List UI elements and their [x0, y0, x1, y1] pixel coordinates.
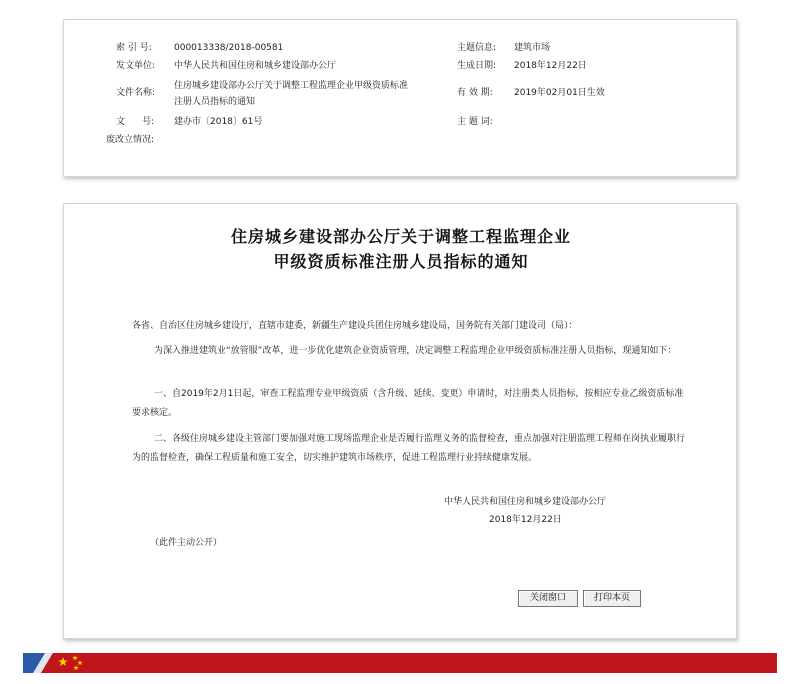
created-label: 生成日期:	[457, 61, 497, 71]
print-page-button[interactable]: 打印本页	[583, 590, 641, 607]
topic-value: 建筑市场	[514, 43, 551, 53]
index-value: 000013338/2018-00581	[174, 43, 284, 53]
paragraph-item-2: 二、各级住房城乡建设主管部门要加强对施工现场监理企业是否履行监理义务的监督检查，重点加强对注册监理工程师在岗执业履职行为的监督检查，确保工程质量和施工安全，切实维护建筑市场秩序，促进工程监理行业持续健康发展。	[132, 434, 686, 463]
keywords-label: 主 题 词:	[457, 117, 493, 127]
filename-label: 文件名称:	[116, 88, 156, 98]
paragraph-intro: 为深入推进建筑业“放管服”改革，进一步优化建筑企业资质管理，决定调整工程监理企业甲级资质标准注册人员指标，现通知如下：	[154, 346, 677, 356]
status-label: 废改立情况:	[106, 135, 155, 145]
document-title-line-1: 住房城乡建设部办公厅关于调整工程监理企业	[230, 227, 571, 246]
docno-value: 建办市〔2018〕61号	[174, 117, 263, 127]
close-window-button[interactable]: 关闭窗口	[518, 590, 578, 607]
issuer-label: 发文单位:	[116, 61, 156, 71]
valid-label: 有 效 期:	[457, 88, 493, 98]
footer-banner	[23, 653, 777, 673]
issuer-value: 中华人民共和国住房和城乡建设部办公厅	[174, 61, 337, 71]
document-title-line-2: 甲级资质标准注册人员指标的通知	[273, 252, 529, 271]
disclosure-note: （此件主动公开）	[150, 538, 223, 548]
document-metadata-panel	[63, 19, 737, 177]
docno-label: 文 号:	[116, 117, 155, 127]
salutation: 各省、自治区住房城乡建设厅，直辖市建委，新疆生产建设兵团住房城乡建设局，国务院有关部门建设司（局）：	[132, 321, 578, 331]
topic-label: 主题信息:	[457, 43, 497, 53]
valid-value: 2019年02月01日生效	[514, 88, 605, 98]
signature-date: 2018年12月22日	[489, 515, 562, 525]
created-value: 2018年12月22日	[514, 61, 587, 71]
document-content-panel	[63, 203, 737, 639]
signature-issuer: 中华人民共和国住房和城乡建设部办公厅	[444, 497, 607, 507]
paragraph-item-1: 一、自2019年2月1日起，审查工程监理专业甲级资质（含升级、延续、变更）申请时，对注册类人员指标，按相应专业乙级资质标准要求核定。	[132, 389, 684, 418]
index-label: 索 引 号:	[116, 43, 152, 53]
filename-value: 住房城乡建设部办公厅关于调整工程监理企业甲级资质标准注册人员指标的通知	[174, 81, 409, 107]
flag-stars-icon	[23, 653, 123, 673]
